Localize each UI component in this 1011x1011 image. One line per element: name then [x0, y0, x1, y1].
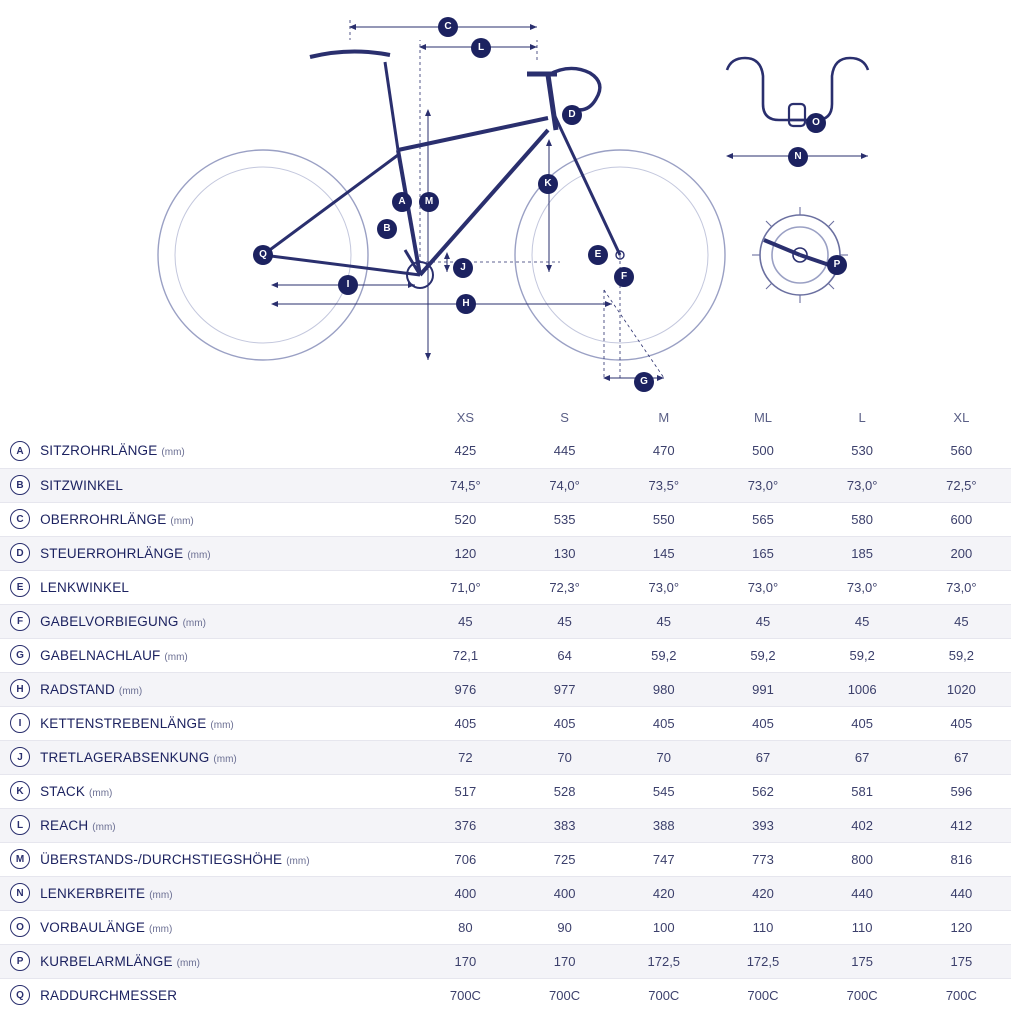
row-badge-cell	[0, 706, 40, 740]
row-badge: N	[10, 883, 30, 903]
header-size-xs: XS	[456, 409, 475, 425]
row-value-cell: 562	[752, 783, 774, 799]
marker-m: M	[419, 192, 439, 212]
row-value-cell: 440	[851, 885, 873, 901]
row-value-cell: 700C	[945, 987, 977, 1003]
table-row	[0, 434, 1011, 468]
row-unit: (mm)	[170, 515, 194, 527]
row-value-cell: 700C	[449, 987, 481, 1003]
row-label: KETTENSTREBENLÄNGE	[40, 715, 207, 731]
row-value-cell: 71,0°	[450, 579, 481, 595]
row-badge: E	[10, 577, 30, 597]
row-value-cell: 445	[553, 443, 576, 459]
row-badge: P	[10, 951, 30, 971]
row-value-cell: 120	[454, 545, 477, 561]
row-value-cell: 976	[454, 681, 477, 697]
row-value-cell: 67	[954, 749, 969, 765]
row-label-cell	[40, 944, 416, 978]
row-label: GABELNACHLAUF	[40, 647, 161, 663]
row-label: KURBELARMLÄNGE	[40, 953, 173, 969]
marker-o: O	[806, 113, 826, 133]
row-value-cell: 172,5	[746, 953, 780, 969]
row-value-cell: 405	[553, 715, 576, 731]
row-value-cell: 980	[652, 681, 675, 697]
row-badge-cell	[0, 672, 40, 706]
marker-p: P	[827, 255, 847, 275]
row-value-cell: 70	[656, 749, 672, 765]
row-value-cell: 550	[652, 511, 675, 527]
marker-i: I	[338, 275, 358, 295]
row-value-cell: 560	[950, 443, 973, 459]
row-value-cell: 67	[755, 749, 771, 765]
row-badge-cell	[0, 502, 40, 536]
row-badge: L	[10, 815, 30, 835]
table-row	[0, 536, 1011, 570]
row-unit: (mm)	[92, 821, 116, 833]
row-value-cell: 100	[652, 919, 675, 935]
table-row	[0, 740, 1011, 774]
row-label-cell	[40, 842, 416, 876]
header-size-xl: XL	[953, 409, 970, 425]
row-value-cell: 530	[851, 443, 873, 459]
row-value-cell: 700C	[747, 987, 779, 1003]
row-value-cell: 110	[851, 919, 873, 935]
row-value-cell: 420	[752, 885, 774, 901]
marker-f: F	[614, 267, 634, 287]
row-badge: A	[10, 441, 30, 461]
row-label: REACH	[40, 817, 89, 833]
row-value-cell: 405	[652, 715, 675, 731]
row-badge: J	[10, 747, 30, 767]
table-row	[0, 502, 1011, 536]
row-label-cell	[40, 876, 416, 910]
table-row	[0, 842, 1011, 876]
row-label-cell	[40, 978, 416, 1011]
row-value-cell: 45	[458, 613, 473, 629]
row-value-cell: 59,2	[651, 647, 677, 663]
diagram-svg	[0, 0, 1011, 400]
row-value-cell: 747	[652, 851, 675, 867]
row-value-cell: 405	[950, 715, 973, 731]
row-value-cell: 700C	[648, 987, 680, 1003]
row-label: ÜBERSTANDS-/DURCHSTIEGSHÖHE	[40, 851, 283, 867]
row-unit: (mm)	[161, 447, 185, 459]
row-label: VORBAULÄNGE	[40, 919, 146, 935]
row-value-cell: 45	[656, 613, 672, 629]
row-value-cell: 165	[752, 545, 774, 561]
row-badge-cell	[0, 944, 40, 978]
row-value-cell: 170	[454, 953, 477, 969]
row-value-cell: 80	[458, 919, 473, 935]
row-value-cell: 90	[557, 919, 572, 935]
row-value-cell: 74,0°	[549, 477, 580, 493]
row-label-cell	[40, 434, 416, 468]
row-value-cell: 45	[557, 613, 572, 629]
row-value-cell: 145	[652, 545, 675, 561]
row-value-cell: 400	[553, 885, 576, 901]
row-value-cell: 400	[454, 885, 477, 901]
row-label-cell	[40, 808, 416, 842]
row-value-cell: 376	[454, 817, 477, 833]
row-label: SITZWINKEL	[40, 477, 124, 493]
row-badge-cell	[0, 638, 40, 672]
row-label: TRETLAGERABSENKUNG	[40, 749, 210, 765]
row-unit: (mm)	[182, 617, 206, 629]
table-head	[0, 400, 1011, 434]
row-value-cell: 172,5	[647, 953, 681, 969]
row-label: OBERROHRLÄNGE	[40, 511, 167, 527]
row-label-cell	[40, 638, 416, 672]
table-row	[0, 808, 1011, 842]
marker-g: G	[634, 372, 654, 392]
table-row	[0, 978, 1011, 1011]
row-unit: (mm)	[176, 957, 200, 969]
row-value-cell: 45	[954, 613, 969, 629]
row-value-cell: 110	[752, 919, 774, 935]
row-value-cell: 120	[950, 919, 973, 935]
table-body	[0, 434, 1011, 1011]
header-size-m: M	[658, 409, 670, 425]
row-value-cell: 528	[553, 783, 576, 799]
row-unit: (mm)	[149, 923, 173, 935]
row-badge-cell	[0, 842, 40, 876]
row-value-cell: 596	[950, 783, 973, 799]
row-value-cell: 72,5°	[946, 477, 977, 493]
row-value-cell: 45	[755, 613, 771, 629]
header-size-l: L	[858, 409, 866, 425]
row-badge-cell	[0, 434, 40, 468]
row-value-cell: 725	[553, 851, 576, 867]
row-value-cell: 170	[553, 953, 576, 969]
row-value-cell: 73,0°	[648, 579, 680, 595]
row-label: STACK	[40, 783, 86, 799]
row-label-cell	[40, 604, 416, 638]
row-value-cell: 600	[950, 511, 973, 527]
row-value-cell: 991	[752, 681, 774, 697]
marker-d: D	[562, 105, 582, 125]
row-value-cell: 405	[752, 715, 774, 731]
marker-h: H	[456, 294, 476, 314]
row-value-cell: 800	[851, 851, 873, 867]
row-value-cell: 700C	[549, 987, 581, 1003]
row-value-cell: 130	[553, 545, 576, 561]
row-value-cell: 420	[652, 885, 675, 901]
row-badge-cell	[0, 468, 40, 502]
row-value-cell: 440	[950, 885, 973, 901]
row-value-cell: 425	[454, 443, 477, 459]
row-value-cell: 1020	[946, 681, 976, 697]
row-value-cell: 412	[950, 817, 973, 833]
table-row	[0, 672, 1011, 706]
row-label: GABELVORBIEGUNG	[40, 613, 179, 629]
geometry-table	[0, 400, 1011, 1011]
row-value-cell: 773	[752, 851, 774, 867]
row-badge-cell	[0, 536, 40, 570]
row-value-cell: 200	[950, 545, 973, 561]
row-unit: (mm)	[286, 855, 310, 867]
row-label-cell	[40, 910, 416, 944]
row-value-cell: 185	[851, 545, 873, 561]
row-value-cell: 393	[752, 817, 774, 833]
row-badge: H	[10, 679, 30, 699]
row-label-cell	[40, 706, 416, 740]
table-row	[0, 604, 1011, 638]
marker-l: L	[471, 38, 491, 58]
table-row	[0, 876, 1011, 910]
row-badge: C	[10, 509, 30, 529]
row-badge: F	[10, 611, 30, 631]
row-label-cell	[40, 740, 416, 774]
table-row	[0, 774, 1011, 808]
row-unit: (mm)	[187, 549, 211, 561]
row-label: LENKWINKEL	[40, 579, 130, 595]
row-value-cell: 580	[851, 511, 873, 527]
row-unit: (mm)	[164, 651, 188, 663]
row-value-cell: 520	[454, 511, 477, 527]
row-badge-cell	[0, 876, 40, 910]
marker-b: B	[377, 219, 397, 239]
marker-n: N	[788, 147, 808, 167]
row-badge: Q	[10, 985, 30, 1005]
row-label: RADDURCHMESSER	[40, 987, 178, 1003]
marker-a: A	[392, 192, 412, 212]
row-value-cell: 70	[557, 749, 572, 765]
row-label: SITZROHRLÄNGE	[40, 443, 158, 459]
row-value-cell: 45	[854, 613, 870, 629]
table-row	[0, 910, 1011, 944]
row-value-cell: 388	[652, 817, 675, 833]
row-value-cell: 405	[851, 715, 873, 731]
row-label-cell	[40, 672, 416, 706]
marker-k: K	[538, 174, 558, 194]
marker-e: E	[588, 245, 608, 265]
row-label: RADSTAND	[40, 681, 115, 697]
row-unit: (mm)	[149, 889, 173, 901]
row-label: STEUERROHRLÄNGE	[40, 545, 184, 561]
row-value-cell: 73,5°	[648, 477, 680, 493]
row-badge: G	[10, 645, 30, 665]
row-badge-cell	[0, 978, 40, 1011]
row-value-cell: 405	[454, 715, 477, 731]
header-size-ml: ML	[753, 409, 772, 425]
header-size-s: S	[560, 409, 569, 425]
row-value-cell: 470	[652, 443, 675, 459]
row-value-cell: 402	[851, 817, 873, 833]
row-value-cell: 73,0°	[747, 579, 779, 595]
row-value-cell: 700C	[846, 987, 878, 1003]
row-value-cell: 581	[851, 783, 873, 799]
row-label: LENKERBREITE	[40, 885, 146, 901]
row-value-cell: 517	[454, 783, 477, 799]
row-unit: (mm)	[213, 753, 237, 765]
row-label-cell	[40, 774, 416, 808]
row-value-cell: 67	[854, 749, 870, 765]
row-badge-cell	[0, 740, 40, 774]
row-value-cell: 72,3°	[549, 579, 580, 595]
row-badge: K	[10, 781, 30, 801]
row-badge: M	[10, 849, 30, 869]
row-value-cell: 59,2	[849, 647, 875, 663]
row-badge: B	[10, 475, 30, 495]
table-row	[0, 570, 1011, 604]
row-value-cell: 175	[950, 953, 973, 969]
marker-j: J	[453, 258, 473, 278]
header-blank-badge	[0, 400, 40, 434]
row-label-cell	[40, 502, 416, 536]
row-unit: (mm)	[118, 685, 143, 697]
row-unit: (mm)	[210, 719, 234, 731]
marker-c: C	[438, 17, 458, 37]
row-value-cell: 816	[950, 851, 973, 867]
row-value-cell: 73,0°	[846, 477, 878, 493]
table-row	[0, 468, 1011, 502]
table-header-row	[0, 400, 1011, 434]
row-value-cell: 73,0°	[946, 579, 977, 595]
row-value-cell: 59,2	[750, 647, 776, 663]
row-value-cell: 64	[557, 647, 572, 663]
row-badge-cell	[0, 604, 40, 638]
row-badge: I	[10, 713, 30, 733]
row-badge-cell	[0, 774, 40, 808]
row-badge: O	[10, 917, 30, 937]
row-value-cell: 383	[553, 817, 576, 833]
row-value-cell: 565	[752, 511, 774, 527]
marker-q: Q	[253, 245, 273, 265]
row-value-cell: 73,0°	[747, 477, 779, 493]
row-value-cell: 73,0°	[846, 579, 878, 595]
row-value-cell: 175	[851, 953, 873, 969]
row-value-cell: 74,5°	[450, 477, 481, 493]
row-value-cell: 535	[553, 511, 576, 527]
row-label-cell	[40, 468, 416, 502]
row-value-cell: 500	[752, 443, 774, 459]
table-row	[0, 944, 1011, 978]
row-badge-cell	[0, 910, 40, 944]
row-badge: D	[10, 543, 30, 563]
row-badge-cell	[0, 808, 40, 842]
row-value-cell: 72,1	[452, 647, 479, 663]
row-label-cell	[40, 570, 416, 604]
row-value-cell: 977	[553, 681, 576, 697]
row-label-cell	[40, 536, 416, 570]
table-row	[0, 638, 1011, 672]
row-value-cell: 72	[458, 749, 473, 765]
table-row	[0, 706, 1011, 740]
row-value-cell: 59,2	[948, 647, 975, 663]
row-value-cell: 1006	[847, 681, 877, 697]
row-value-cell: 545	[652, 783, 675, 799]
header-blank-name	[40, 400, 416, 434]
bike-geometry-diagram	[0, 0, 1011, 400]
row-unit: (mm)	[89, 787, 113, 799]
row-badge-cell	[0, 570, 40, 604]
row-value-cell: 706	[454, 851, 477, 867]
